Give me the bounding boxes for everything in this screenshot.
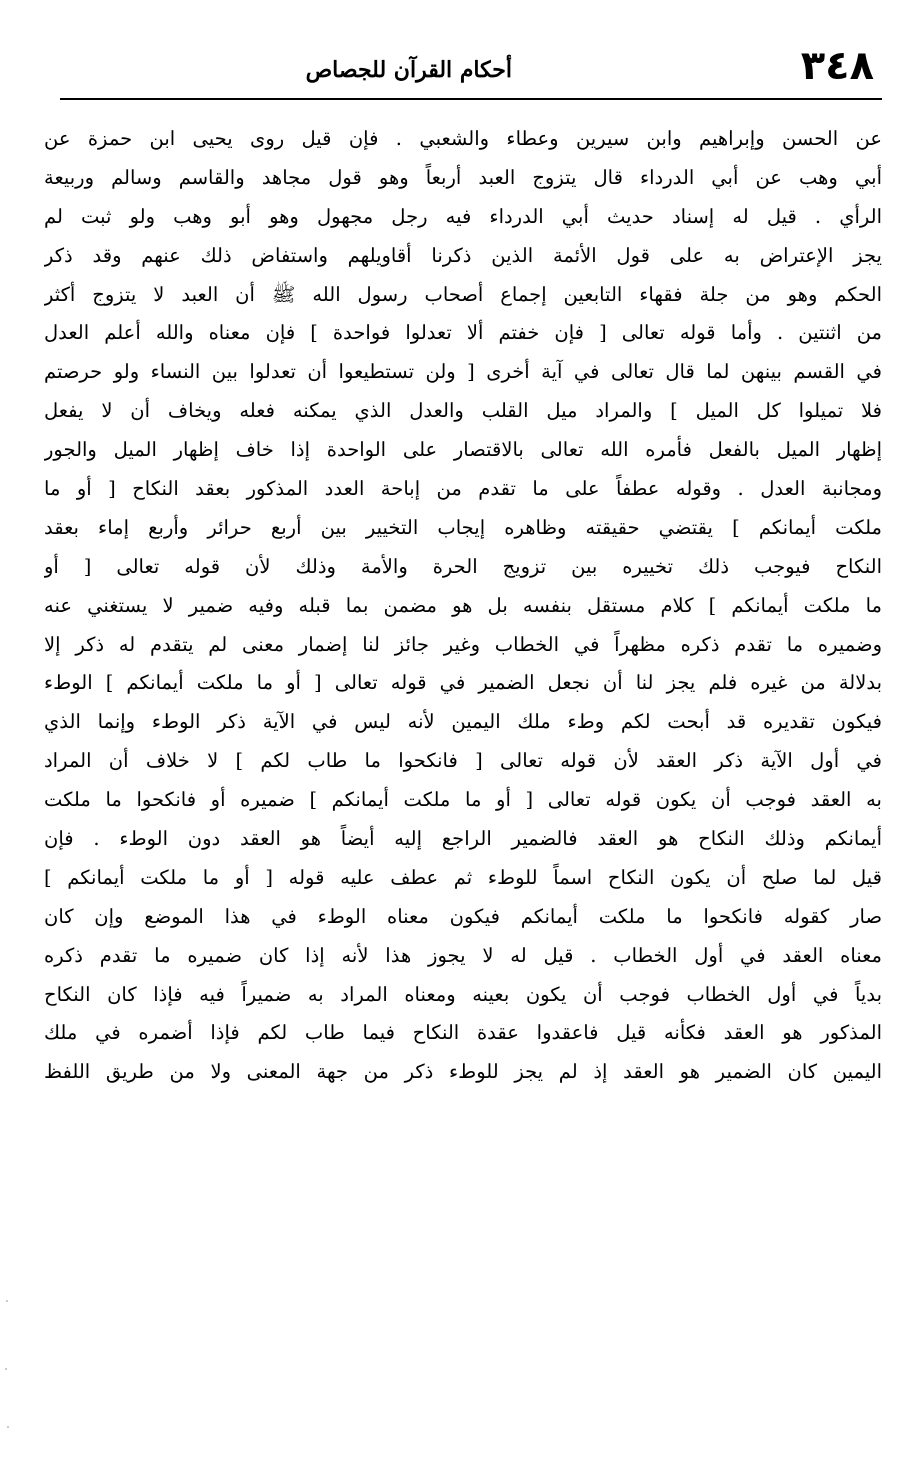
text-line: أيمانكم وذلك النكاح هو العقد فالضمير الراجع إليه أيضاً هو العقد دون الوطء . فإن (44, 827, 882, 851)
page-header (60, 40, 882, 100)
text-line: في أول الآية ذكر العقد لأن قوله تعالى [ فانكحوا ما طاب لكم ] لا خلاف أن المراد (44, 749, 882, 773)
text-line: إظهار الميل بالفعل فأمره الله تعالى بالاقتصار على الواحدة إذا خاف إظهار الميل والجور (44, 438, 882, 462)
text-line: من اثنتين . وأما قوله تعالى [ فإن خفتم ألا تعدلوا فواحدة ] فإن معناه والله أعلم العدل (44, 321, 882, 345)
text-line: صار كقوله فانكحوا ما ملكت أيمانكم فيكون معناه الوطء في هذا الموضع وإن كان (44, 904, 882, 928)
text-line: عن الحسن وإبراهيم وابن سيرين وعطاء والشعبي . فإن قيل روى يحيى ابن حمزة عن (44, 127, 882, 150)
scan-speck (6, 1300, 8, 1302)
page-number: ٣٤٨ (800, 43, 874, 89)
text-line: اليمين كان الضمير هو العقد إذ لم يجز للوطء ذكر من جهة المعنى ولا من طريق اللفظ (44, 1060, 882, 1084)
body-text (44, 120, 882, 1092)
text-line: معناه العقد في أول الخطاب . قيل له لا يجوز هذا لأنه إذا كان ضميره ما تقدم ذكره (44, 943, 882, 967)
text-line: ما ملكت أيمانكم ] كلام مستقل بنفسه بل هو مضمن بما قبله وفيه ضمير لا يستغني عنه (44, 593, 882, 617)
text-line: بدياً في أول الخطاب فوجب أن يكون بعينه ومعناه المراد به ضميراً فيه فإذا كان النكاح (44, 982, 882, 1006)
running-title: أحكام القرآن للجصاص (305, 57, 512, 83)
text-line: يجز الإعتراض به على قول الأئمة الذين ذكرنا أقاويلهم واستفاض ذلك عنهم وقد ذكر (44, 243, 882, 267)
text-line: ملكت أيمانكم ] يقتضي حقيقته وظاهره إيجاب التخيير بين أربع حرائر وأربع إماء بعقد (44, 515, 882, 539)
text-line: قيل لما صلح أن يكون النكاح اسماً للوطء ثم عطف عليه قوله [ أو ما ملكت أيمانكم ] (44, 865, 882, 889)
text-line: وضميره ما تقدم ذكره مظهراً في الخطاب وغير جائز لنا إضمار معنى لم يتقدم له ذكر إلا (44, 632, 882, 656)
text-line: ومجانبة العدل . وقوله عطفاً على ما تقدم من إباحة العدد المذكور بعقد النكاح [ أو ما (44, 477, 882, 501)
text-line: أبي وهب عن أبي الدرداء قال يتزوج العبد أربعاً وهو قول مجاهد والقاسم وسالم وربيعة (44, 165, 882, 189)
scan-speck (5, 1368, 7, 1370)
text-line: فيكون تقديره قد أبحت لكم وطء ملك اليمين لأنه ليس في الآية ذكر الوطء وإنما الذي (44, 710, 882, 734)
text-line: به العقد فوجب أن يكون قوله تعالى [ أو ما ملكت أيمانكم ] ضميره أو فانكحوا ما ملكت (44, 788, 882, 812)
scan-speck (7, 1426, 9, 1428)
text-line: فلا تميلوا كل الميل ] والمراد ميل القلب والعدل الذي يمكنه فعله ويخاف أن لا يفعل (44, 399, 882, 423)
text-line: المذكور هو العقد فكأنه قيل فاعقدوا عقدة النكاح فيما طاب لكم فإذا أضمره في ملك (44, 1021, 882, 1045)
text-line: في القسم بينهن لما قال تعالى في آية أخرى [ ولن تستطيعوا أن تعدلوا بين النساء ولو حرصتم (44, 360, 882, 384)
text-line: النكاح فيوجب ذلك تخييره بين تزويج الحرة والأمة وذلك لأن قوله تعالى [ أو (44, 554, 882, 578)
text-line: بدلالة من غيره فلم يجز لنا أن نجعل الضمير في قوله تعالى [ أو ما ملكت أيمانكم ] الوطء (44, 671, 882, 695)
text-line: الرأي . قيل له إسناد حديث أبي الدرداء فيه رجل مجهول وهو أبو وهب ولو ثبت لم (44, 204, 882, 228)
header-rule (60, 98, 882, 100)
text-line: الحكم وهو من جلة فقهاء التابعين إجماع أصحاب رسول الله ﷺ أن العبد لا يتزوج أكثر (44, 282, 882, 306)
